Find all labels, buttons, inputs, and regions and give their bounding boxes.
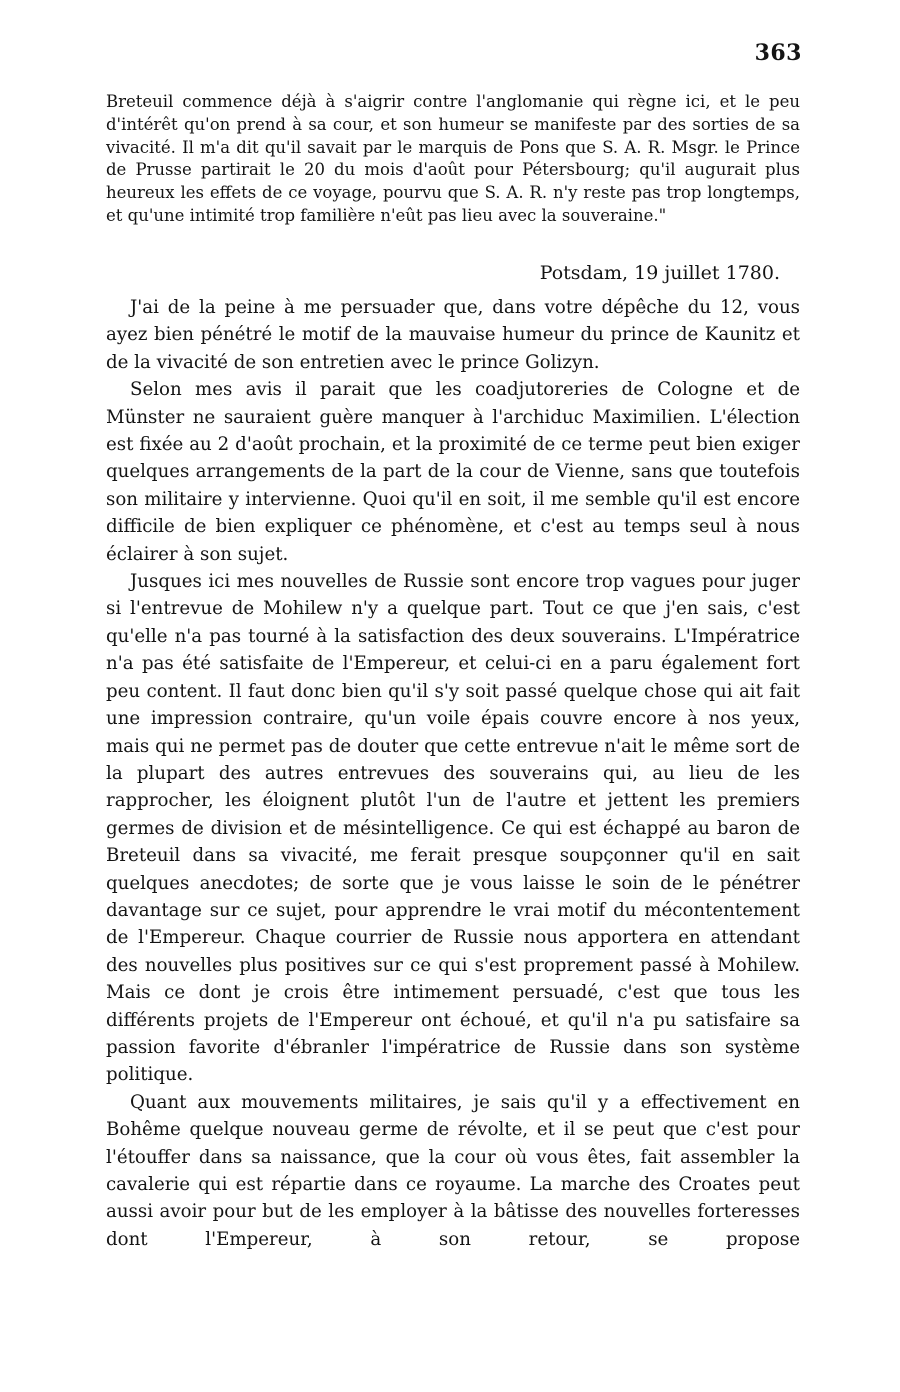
letter-body [106, 294, 800, 1253]
paragraph: J'ai de la peine à me persuader que, dans votre dépêche du 12, vous ayez bien pénétré le motif de la mauvaise humeur du prince de Kaunitz et de la vivacité de son entretien avec le prince Golizyn. [106, 297, 800, 373]
quoted-passage: Breteuil commence déjà à s'aigrir contre l'anglomanie qui règne ici, et le peu d'intérêt qu'on prend à sa cour, et son humeur se manifeste par des sorties de sa vivacité. Il m'a dit qu'il savait par le marquis de Pons que S. A. R. Msgr. le Prince de Prusse partirait le 20 du mois d'août pour Pétersbourg; qu'il augurait plus heureux les effets de ce voyage, pourvu que S. A. R. n'y reste pas trop longtemps, et qu'une intimité trop familière n'eût pas lieu avec la souveraine." [106, 92, 800, 225]
page-number: 363 [754, 40, 802, 66]
paragraph: Jusques ici mes nouvelles de Russie sont encore trop vagues pour juger si l'entrevue de Mohilew n'y a quelque part. Tout ce que j'en sais, c'est qu'elle n'a pas tourné à la satisfaction des deux souverains. L'Impératrice n'a pas été satisfaite de l'Empereur, et celui-ci en a paru également fort peu content. Il faut donc bien qu'il s'y soit passé quelque chose qui ait fait une impression contraire, qu'un voile épais couvre encore à nos yeux, mais qui ne permet pas de douter que cette entrevue n'ait le même sort de la plupart des autres entrevues des souverains qui, au lieu de les rapprocher, les éloignent plutôt l'un de l'autre et jettent les premiers germes de division et de mésintelligence. Ce qui est échappé au baron de Breteuil dans sa vivacité, me ferait presque soupçonner qu'il en sait quelques anecdotes; de sorte que je vous laisse le soin de le pénétrer davantage sur ce sujet, pour apprendre le vrai motif du mécontentement de l'Empereur. Chaque courrier de Russie nous apportera en attendant des nouvelles plus positives sur ce qui s'est proprement passé à Mohilew. Mais ce dont je crois être intimement persuadé, c'est que tous les différents projets de l'Empereur ont échoué, et qu'il n'a pu satisfaire sa passion favorite d'ébranler l'impératrice de Russie dans son système politique. [106, 571, 800, 1086]
paragraph: Selon mes avis il parait que les coadjutoreries de Cologne et de Münster ne sauraient guère manquer à l'archiduc Maximilien. L'élection est fixée au 2 d'août prochain, et la proximité de ce terme peut bien exiger quelques arrangements de la part de la cour de Vienne, sans que toutefois son militaire y intervienne. Quoi qu'il en soit, il me semble qu'il est encore difficile de bien expliquer ce phénomène, et c'est au temps seul à nous éclairer à son sujet. [106, 379, 800, 565]
paragraph: Quant aux mouvements militaires, je sais qu'il y a effectivement en Bohême quelque nouveau germe de révolte, et il se peut que c'est pour l'étouffer dans sa naissance, que la cour où vous êtes, fait assembler la cavalerie qui est répartie dans ce royaume. La marche des Croates peut aussi avoir pour but de les employer à la bâtisse des nouvelles forteresses dont l'Empereur, à son retour, se propose [106, 1091, 800, 1250]
letter-dateline: Potsdam, 19 juillet 1780. [539, 262, 780, 284]
